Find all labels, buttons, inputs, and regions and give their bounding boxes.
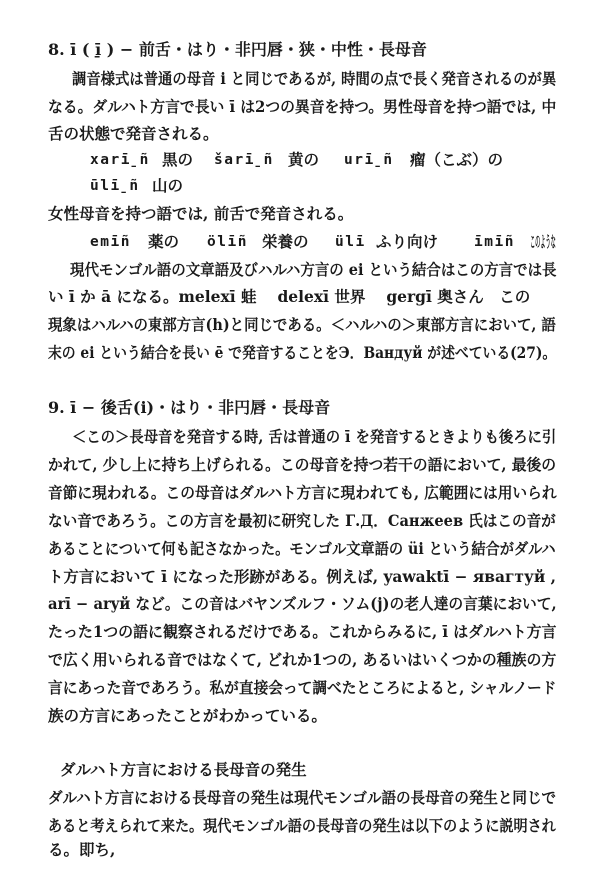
text-line [0, 788, 600, 818]
text-line [0, 840, 600, 870]
example-word: urī̱ñ [344, 152, 394, 168]
paragraph-line: ダルハト方言における長母音の発生は現代モンゴル語の長母音の発生と同じで [48, 788, 557, 807]
paragraph-line: 調音様式は普通の母音 i と同じであるが, 時間の点で長く発音されるのが異 [72, 69, 557, 88]
example-row [0, 176, 600, 206]
text-line [0, 260, 600, 290]
paragraph-line: 音節に現われる。この母音はダルハト方言に現われても, 広範囲には用いられ [48, 483, 557, 502]
paragraph-line: 言にあった音であろう。私が直接会って調べたところによると, シャルノード [48, 678, 557, 697]
paragraph-line: 女性母音を持つ語では, 前舌で発音される。 [48, 204, 354, 223]
text-line [0, 483, 600, 513]
text-line [0, 594, 600, 624]
text-line [0, 343, 600, 373]
section-8-heading-line [0, 40, 600, 70]
text-line [0, 622, 600, 652]
example-gloss: ふり向け [376, 232, 439, 251]
paragraph-line: る。即ち, [48, 840, 116, 859]
paragraph-line: ト方言において ī になった形跡がある。例えば, yawaktī − явагтуй , [48, 567, 556, 586]
paragraph-line: あることについて何も記さなかった。モンゴル文章語の üi という結合がダルハ [48, 539, 556, 558]
paragraph-line: 舌の状態で発音される。 [48, 124, 219, 143]
text-line [0, 511, 600, 541]
text-line [0, 650, 600, 680]
paragraph-line: 族の方言にあったことがわかっている。 [48, 706, 327, 725]
paragraph-line: 現象はハルハの東部方言(h)と同じである。＜ハルハの＞東部方言において, 語 [48, 315, 556, 334]
example-word: ölīñ [207, 234, 248, 250]
section-9-heading-line [0, 398, 600, 428]
text-line [0, 706, 600, 736]
paragraph-line: 現代モンゴル語の文章語及びハルハ方言の ei という結合はこの方言では長 [70, 260, 557, 279]
text-line [0, 69, 600, 99]
example-word: ülī [335, 234, 366, 250]
text-line [0, 204, 600, 234]
paragraph-line: で広く用いられる音ではなくて, どれか1つの, あるいはいくつかの種族の方 [48, 650, 557, 669]
example-word: emīñ [90, 234, 131, 250]
section-heading: ダルハト方言における長母音の発生 [60, 760, 307, 779]
paragraph-line: arī − aryй など。この音はバヤンズルフ・ソム(j)の老人達の言葉において, [48, 594, 557, 613]
text-line [0, 287, 600, 317]
text-line [0, 455, 600, 485]
text-line [0, 678, 600, 708]
example-gloss: 瘤（こぶ）の [410, 150, 504, 169]
example-gloss: 黄の [288, 150, 320, 169]
example-word: šarī̱ñ [214, 152, 274, 168]
paragraph-line: ない音であろう。この方言を最初に研究した Г.Д．Санжеев 氏はこの音が [48, 511, 556, 530]
paragraph-line: 末の ei という結合を長い ē で発音することをЭ．Вандуй が述べている(27)。 [48, 343, 557, 362]
example-word: īmīñ [474, 234, 515, 250]
text-line [0, 315, 600, 345]
example-gloss: このような [530, 232, 556, 251]
paragraph-line: ＜この＞長母音を発音する時, 舌は普通の ī を発音するときよりも後ろに引 [72, 427, 557, 446]
paragraph-line: かれて, 少し上に持ち上げられる。この母音を持つ若干の語において, 最後の [48, 455, 557, 474]
example-word: xarī̱ñ [90, 152, 150, 168]
paragraph-line: なる。ダルハト方言で長い ī は2つの異音を持つ。男性母音を持つ語では, 中 [48, 97, 557, 116]
text-line [0, 97, 600, 127]
section-8-heading: 8. ī ( ī̱ ) − 前舌・はり・非円唇・狭・中性・長母音 [48, 40, 427, 59]
text-line [0, 567, 600, 597]
example-gloss: 黒の [162, 150, 194, 169]
text-line [0, 539, 600, 569]
example-row [0, 232, 600, 262]
example-gloss: 栄養の [262, 232, 309, 251]
example-gloss: 山の [152, 176, 184, 195]
example-gloss: 薬の [148, 232, 180, 251]
paragraph-line: い ī か ā になる。melexī 蛙 delexī 世界 gergī 奥さん この [48, 287, 531, 306]
section-heading-line [0, 760, 600, 790]
example-word: ūlī̱ñ [90, 178, 140, 194]
paragraph-line: あると考えられて来た。現代モンゴル語の長母音の発生は以下のように説明され [48, 816, 556, 835]
section-9-heading: 9. ī − 後舌(i)・はり・非円唇・長母音 [48, 398, 331, 417]
paragraph-line: たった1つの語に観察されるだけである。これからみるに, ī はダルハト方言 [48, 622, 557, 641]
text-line [0, 427, 600, 457]
